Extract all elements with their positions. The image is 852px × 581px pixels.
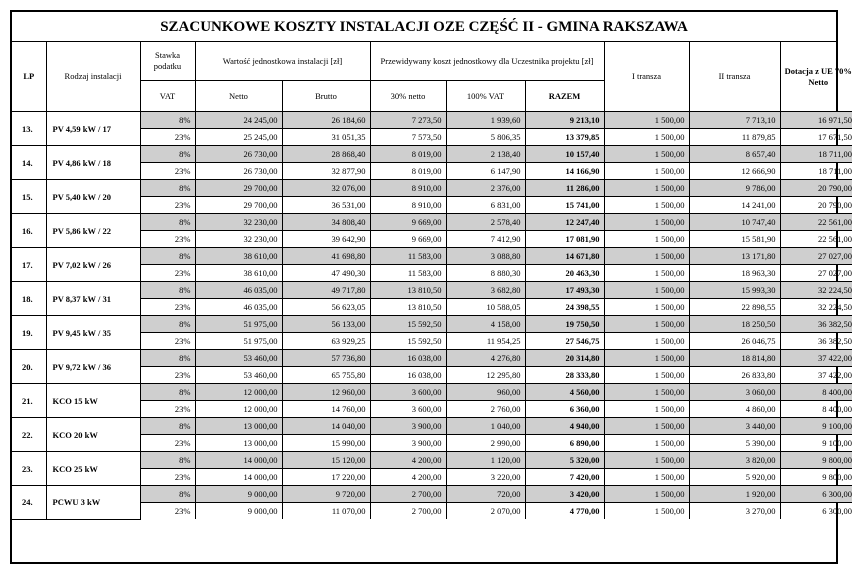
cell-razem: 14 166,90 [525,163,604,180]
cell-vat: 8% [140,112,195,129]
cell-transza1: 1 500,00 [604,435,689,452]
cell-brutto: 63 929,25 [282,333,370,350]
table-title: SZACUNKOWE KOSZTY INSTALACJI OZE CZĘŚĆ II - GMINA RAKSZAWA [12,12,836,42]
header-wartosc-jednostkowa: Wartość jednostkowa instalacji [zł] [195,42,370,81]
cell-transza1: 1 500,00 [604,214,689,231]
cell-transza2: 3 440,00 [689,418,780,435]
cell-dotacja: 18 711,00 [780,163,852,180]
cell-vat: 8% [140,486,195,503]
cell-transza2: 3 060,00 [689,384,780,401]
cell-vat100: 2 578,40 [446,214,525,231]
cell-dotacja: 22 561,00 [780,214,852,231]
cell-vat100: 1 120,00 [446,452,525,469]
table-row [12,180,852,197]
cell-razem: 3 420,00 [525,486,604,503]
cell-razem: 28 333,80 [525,367,604,384]
cell-razem: 10 157,40 [525,146,604,163]
cell-vat: 8% [140,350,195,367]
header-i-transza: I transza [604,42,689,112]
cell-transza2: 8 657,40 [689,146,780,163]
cell-netto30: 16 038,00 [370,350,446,367]
cell-netto: 14 000,00 [195,452,282,469]
cell-dotacja: 8 400,00 [780,384,852,401]
header-przewidywany-koszt: Przewidywany koszt jednostkowy dla Uczestnika projektu [zł] [370,42,604,81]
cell-dotacja: 8 400,00 [780,401,852,418]
cell-netto30: 13 810,50 [370,299,446,316]
cell-netto: 46 035,00 [195,282,282,299]
cell-brutto: 15 120,00 [282,452,370,469]
cell-dotacja: 18 711,00 [780,146,852,163]
cell-transza1: 1 500,00 [604,401,689,418]
cell-vat100: 2 990,00 [446,435,525,452]
cell-transza1: 1 500,00 [604,197,689,214]
cell-dotacja: 17 671,50 [780,129,852,146]
cell-vat100: 960,00 [446,384,525,401]
cell-installation-type: KCO 25 kW [46,452,140,486]
cell-netto30: 3 900,00 [370,418,446,435]
cell-netto30: 2 700,00 [370,486,446,503]
table-row [12,384,852,401]
cell-lp: 22. [12,418,46,452]
cell-netto: 14 000,00 [195,469,282,486]
cell-vat100: 3 088,80 [446,248,525,265]
cell-brutto: 34 808,40 [282,214,370,231]
cell-razem: 11 286,00 [525,180,604,197]
cell-brutto: 56 133,00 [282,316,370,333]
cell-dotacja: 9 800,00 [780,469,852,486]
cell-transza2: 9 786,00 [689,180,780,197]
cell-vat: 23% [140,469,195,486]
cell-brutto: 12 960,00 [282,384,370,401]
cell-netto30: 15 592,50 [370,316,446,333]
table-row [12,214,852,231]
cell-installation-type: KCO 20 kW [46,418,140,452]
cell-netto: 29 700,00 [195,197,282,214]
cell-dotacja: 36 382,50 [780,316,852,333]
cell-razem: 4 560,00 [525,384,604,401]
cell-vat: 23% [140,333,195,350]
cell-netto: 9 000,00 [195,503,282,520]
cell-vat: 23% [140,197,195,214]
cell-transza1: 1 500,00 [604,350,689,367]
cell-brutto: 32 076,00 [282,180,370,197]
cell-brutto: 14 040,00 [282,418,370,435]
cell-transza1: 1 500,00 [604,486,689,503]
cell-vat: 8% [140,282,195,299]
table-row [12,350,852,367]
cell-brutto: 11 070,00 [282,503,370,520]
cell-vat: 23% [140,367,195,384]
cell-transza2: 11 879,85 [689,129,780,146]
header-100-vat: 100% VAT [446,81,525,112]
cell-installation-type: PV 5,86 kW / 22 [46,214,140,248]
cell-transza1: 1 500,00 [604,384,689,401]
cell-installation-type: PV 4,59 kW / 17 [46,112,140,146]
cell-dotacja: 22 561,00 [780,231,852,248]
cell-vat: 23% [140,299,195,316]
cell-brutto: 39 642,90 [282,231,370,248]
cell-vat100: 6 147,90 [446,163,525,180]
cell-dotacja: 9 100,00 [780,435,852,452]
cell-vat: 23% [140,503,195,520]
cell-dotacja: 27 027,00 [780,248,852,265]
cell-installation-type: PV 8,37 kW / 31 [46,282,140,316]
cell-transza1: 1 500,00 [604,316,689,333]
cell-transza2: 14 241,00 [689,197,780,214]
cell-transza1: 1 500,00 [604,231,689,248]
cell-vat100: 1 040,00 [446,418,525,435]
cell-transza2: 10 747,40 [689,214,780,231]
cell-vat100: 2 070,00 [446,503,525,520]
header-dotacja: Dotacja z UE 70% Netto [780,42,852,112]
cell-vat: 23% [140,265,195,282]
cell-netto30: 9 669,00 [370,214,446,231]
cell-vat100: 3 220,00 [446,469,525,486]
header-vat: VAT [140,81,195,112]
cell-transza1: 1 500,00 [604,282,689,299]
cell-lp: 21. [12,384,46,418]
cell-lp: 18. [12,282,46,316]
cell-dotacja: 27 027,00 [780,265,852,282]
cell-netto: 25 245,00 [195,129,282,146]
cell-razem: 17 081,90 [525,231,604,248]
cell-brutto: 36 531,00 [282,197,370,214]
cell-transza2: 15 993,30 [689,282,780,299]
table-row [12,146,852,163]
cell-netto: 53 460,00 [195,367,282,384]
cell-dotacja: 37 422,00 [780,367,852,384]
cell-razem: 14 671,80 [525,248,604,265]
cell-vat100: 2 138,40 [446,146,525,163]
cell-transza2: 26 833,80 [689,367,780,384]
cell-vat100: 8 880,30 [446,265,525,282]
cell-netto: 32 230,00 [195,231,282,248]
cell-vat: 8% [140,180,195,197]
cell-transza1: 1 500,00 [604,469,689,486]
cell-dotacja: 20 790,00 [780,197,852,214]
cell-installation-type: KCO 15 kW [46,384,140,418]
cell-netto30: 11 583,00 [370,248,446,265]
cell-netto: 53 460,00 [195,350,282,367]
cell-installation-type: PV 9,45 kW / 35 [46,316,140,350]
cell-vat: 8% [140,384,195,401]
cell-transza1: 1 500,00 [604,299,689,316]
cell-netto: 38 610,00 [195,248,282,265]
cell-brutto: 31 051,35 [282,129,370,146]
cell-razem: 13 379,85 [525,129,604,146]
cell-transza1: 1 500,00 [604,333,689,350]
cell-transza2: 7 713,10 [689,112,780,129]
header-netto: Netto [195,81,282,112]
cell-lp: 20. [12,350,46,384]
cell-vat100: 4 158,00 [446,316,525,333]
cell-dotacja: 32 224,50 [780,299,852,316]
cell-transza1: 1 500,00 [604,265,689,282]
cell-netto30: 4 200,00 [370,469,446,486]
cell-brutto: 26 184,60 [282,112,370,129]
cell-installation-type: PCWU 3 kW [46,486,140,520]
cell-lp: 13. [12,112,46,146]
cell-netto30: 3 600,00 [370,384,446,401]
cell-installation-type: PV 9,72 kW / 36 [46,350,140,384]
cell-dotacja: 9 800,00 [780,452,852,469]
cell-lp: 23. [12,452,46,486]
cell-dotacja: 32 224,50 [780,282,852,299]
cell-transza2: 26 046,75 [689,333,780,350]
cell-dotacja: 20 790,00 [780,180,852,197]
cell-netto: 38 610,00 [195,265,282,282]
cell-transza2: 13 171,80 [689,248,780,265]
cell-dotacja: 9 100,00 [780,418,852,435]
cell-brutto: 14 760,00 [282,401,370,418]
cell-razem: 20 314,80 [525,350,604,367]
cell-transza2: 15 581,90 [689,231,780,248]
cost-table [12,42,852,520]
cell-dotacja: 6 300,00 [780,503,852,520]
cell-vat100: 7 412,90 [446,231,525,248]
cell-lp: 14. [12,146,46,180]
cell-netto30: 9 669,00 [370,231,446,248]
cell-transza1: 1 500,00 [604,418,689,435]
cell-transza1: 1 500,00 [604,180,689,197]
cell-installation-type: PV 7,02 kW / 26 [46,248,140,282]
cell-vat: 23% [140,401,195,418]
cell-netto30: 7 273,50 [370,112,446,129]
cell-dotacja: 36 382,50 [780,333,852,350]
header-rodzaj-instalacji: Rodzaj instalacji [46,42,140,112]
cell-vat: 8% [140,248,195,265]
cell-installation-type: PV 5,40 kW / 20 [46,180,140,214]
cell-brutto: 9 720,00 [282,486,370,503]
cell-razem: 9 213,10 [525,112,604,129]
cell-netto: 46 035,00 [195,299,282,316]
cell-vat: 23% [140,129,195,146]
cell-dotacja: 37 422,00 [780,350,852,367]
table-row [12,316,852,333]
cell-razem: 4 940,00 [525,418,604,435]
cell-razem: 17 493,30 [525,282,604,299]
cell-netto: 13 000,00 [195,435,282,452]
cell-netto30: 11 583,00 [370,265,446,282]
table-row [12,418,852,435]
cell-brutto: 15 990,00 [282,435,370,452]
cell-netto: 51 975,00 [195,333,282,350]
cell-vat100: 6 831,00 [446,197,525,214]
cell-netto30: 2 700,00 [370,503,446,520]
header-razem: RAZEM [525,81,604,112]
cell-transza1: 1 500,00 [604,112,689,129]
cell-transza2: 1 920,00 [689,486,780,503]
cost-table-sheet [10,10,852,564]
cell-transza1: 1 500,00 [604,503,689,520]
cell-vat100: 10 588,05 [446,299,525,316]
cell-razem: 19 750,50 [525,316,604,333]
cell-dotacja: 16 971,50 [780,112,852,129]
cell-vat100: 720,00 [446,486,525,503]
header-brutto: Brutto [282,81,370,112]
cell-brutto: 49 717,80 [282,282,370,299]
cell-brutto: 65 755,80 [282,367,370,384]
cell-netto30: 4 200,00 [370,452,446,469]
cell-netto: 12 000,00 [195,401,282,418]
cell-netto: 26 730,00 [195,146,282,163]
cell-brutto: 57 736,80 [282,350,370,367]
cell-razem: 7 420,00 [525,469,604,486]
cell-razem: 6 360,00 [525,401,604,418]
cell-netto: 13 000,00 [195,418,282,435]
cell-transza2: 4 860,00 [689,401,780,418]
cell-vat: 23% [140,163,195,180]
cell-razem: 24 398,55 [525,299,604,316]
table-body [12,112,852,520]
cell-vat100: 2 760,00 [446,401,525,418]
cell-vat100: 3 682,80 [446,282,525,299]
table-row [12,112,852,129]
cell-netto: 12 000,00 [195,384,282,401]
table-row [12,452,852,469]
cell-transza2: 18 814,80 [689,350,780,367]
cell-transza2: 3 820,00 [689,452,780,469]
cell-brutto: 41 698,80 [282,248,370,265]
cell-razem: 6 890,00 [525,435,604,452]
cell-netto30: 16 038,00 [370,367,446,384]
cell-transza1: 1 500,00 [604,129,689,146]
cell-netto30: 15 592,50 [370,333,446,350]
cell-lp: 17. [12,248,46,282]
cell-netto: 29 700,00 [195,180,282,197]
cell-razem: 15 741,00 [525,197,604,214]
cell-vat: 8% [140,316,195,333]
cell-lp: 19. [12,316,46,350]
cell-vat100: 12 295,80 [446,367,525,384]
cell-netto30: 3 900,00 [370,435,446,452]
cell-netto: 32 230,00 [195,214,282,231]
cell-razem: 27 546,75 [525,333,604,350]
cell-dotacja: 6 300,00 [780,486,852,503]
cell-transza1: 1 500,00 [604,163,689,180]
cell-transza2: 12 666,90 [689,163,780,180]
cell-transza2: 18 963,30 [689,265,780,282]
cell-netto30: 8 019,00 [370,146,446,163]
cell-razem: 20 463,30 [525,265,604,282]
cell-netto30: 8 019,00 [370,163,446,180]
cell-transza1: 1 500,00 [604,367,689,384]
header-lp: LP [12,42,46,112]
cell-vat100: 1 939,60 [446,112,525,129]
cell-netto30: 13 810,50 [370,282,446,299]
cell-netto: 9 000,00 [195,486,282,503]
cell-lp: 24. [12,486,46,520]
cell-transza1: 1 500,00 [604,146,689,163]
cell-lp: 15. [12,180,46,214]
cell-razem: 4 770,00 [525,503,604,520]
cell-netto30: 7 573,50 [370,129,446,146]
header-ii-transza: II transza [689,42,780,112]
header-30-netto: 30% netto [370,81,446,112]
cell-vat: 8% [140,214,195,231]
cell-transza2: 5 390,00 [689,435,780,452]
cell-vat: 23% [140,435,195,452]
cell-netto30: 3 600,00 [370,401,446,418]
cell-lp: 16. [12,214,46,248]
cell-brutto: 56 623,05 [282,299,370,316]
cell-transza2: 3 270,00 [689,503,780,520]
cell-vat100: 2 376,00 [446,180,525,197]
cell-vat100: 5 806,35 [446,129,525,146]
table-row [12,248,852,265]
cell-brutto: 32 877,90 [282,163,370,180]
cell-transza2: 22 898,55 [689,299,780,316]
cell-netto: 26 730,00 [195,163,282,180]
cell-razem: 5 320,00 [525,452,604,469]
cell-vat100: 4 276,80 [446,350,525,367]
table-row [12,282,852,299]
cell-netto: 51 975,00 [195,316,282,333]
cell-brutto: 47 490,30 [282,265,370,282]
cell-brutto: 17 220,00 [282,469,370,486]
cell-vat: 23% [140,231,195,248]
cell-vat100: 11 954,25 [446,333,525,350]
cell-razem: 12 247,40 [525,214,604,231]
cell-vat: 8% [140,418,195,435]
cell-netto: 24 245,00 [195,112,282,129]
cell-netto30: 8 910,00 [370,197,446,214]
cell-netto30: 8 910,00 [370,180,446,197]
cell-vat: 8% [140,452,195,469]
header-stawka-podatku: Stawka podatku [140,42,195,81]
cell-transza1: 1 500,00 [604,452,689,469]
cell-brutto: 28 868,40 [282,146,370,163]
cell-vat: 8% [140,146,195,163]
cell-transza1: 1 500,00 [604,248,689,265]
cell-transza2: 5 920,00 [689,469,780,486]
cell-installation-type: PV 4,86 kW / 18 [46,146,140,180]
cell-transza2: 18 250,50 [689,316,780,333]
table-row [12,486,852,503]
